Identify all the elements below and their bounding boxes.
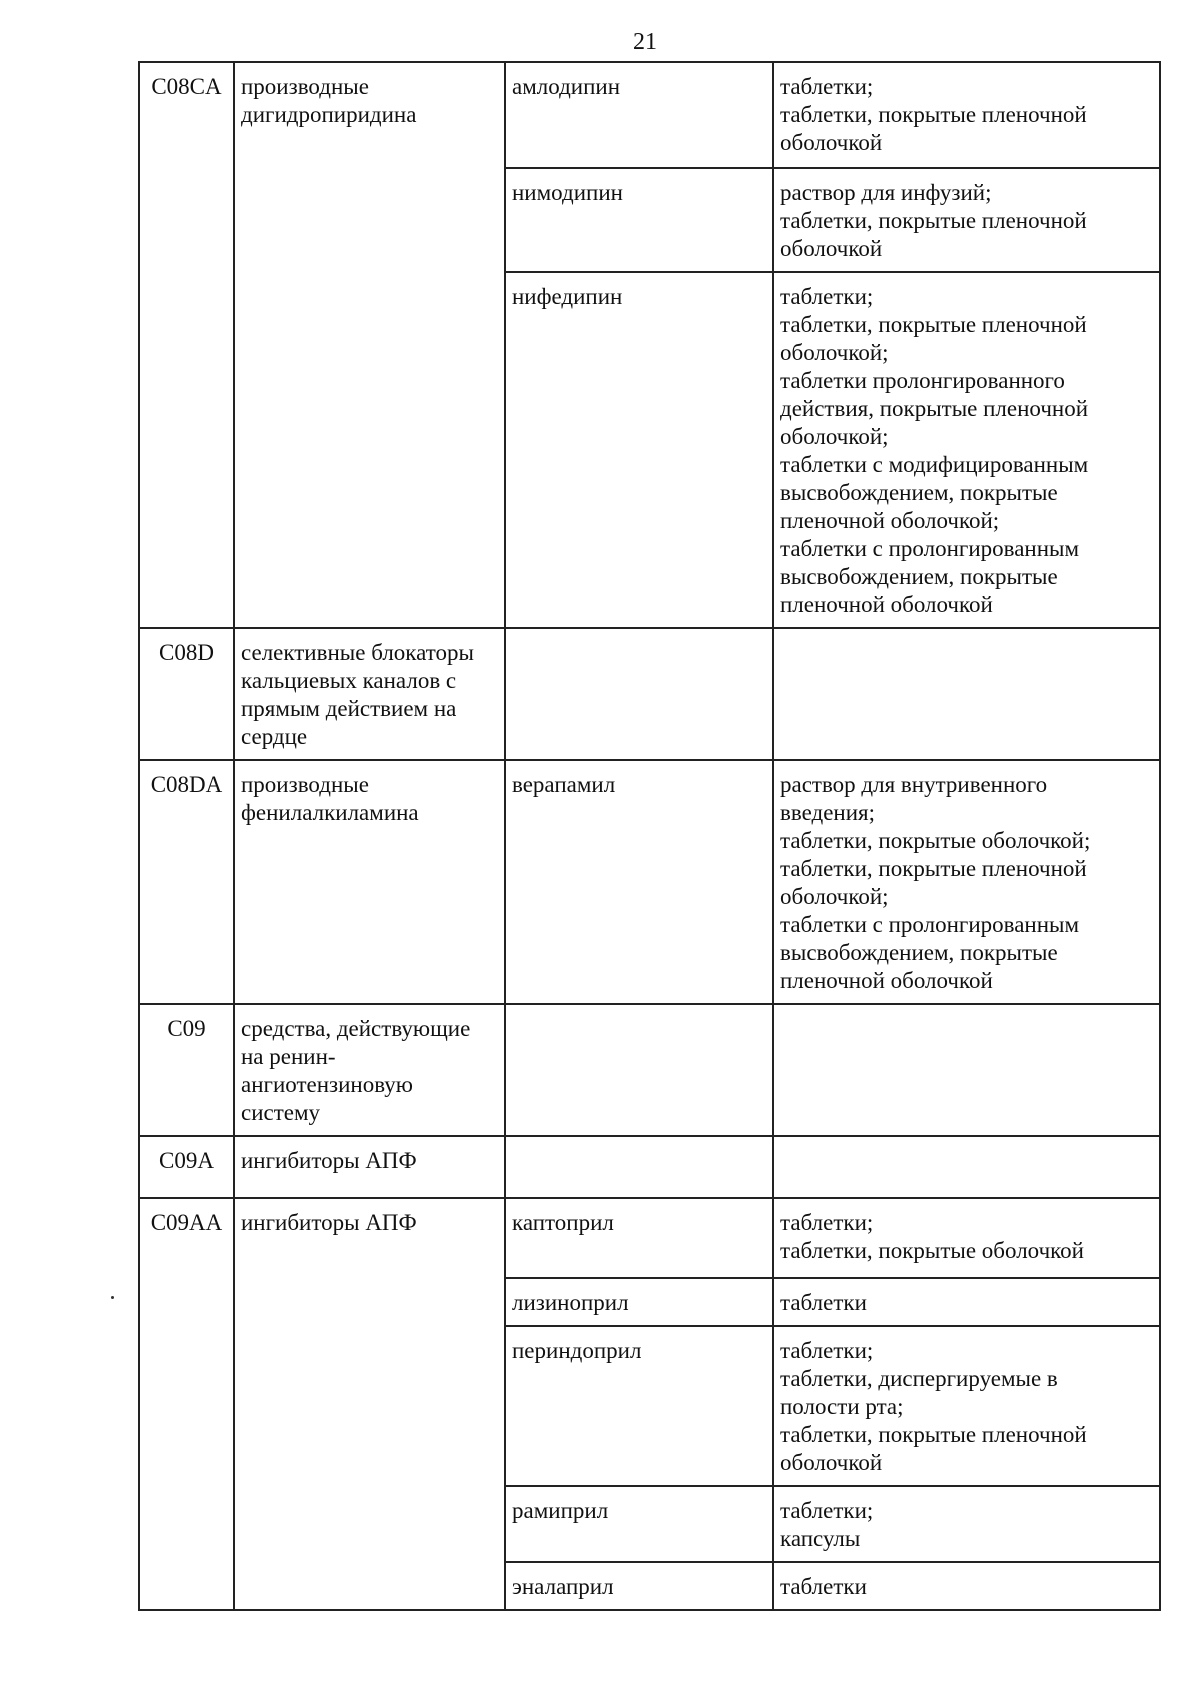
atc-code-cell: C08D [139,628,234,760]
drug-name-cell: нимодипин [505,168,773,272]
text-line: высвобождением, покрытые [780,940,1058,965]
text-line: действия, покрытые пленочной [780,396,1089,421]
drug-name-cell [505,1136,773,1198]
text-line: таблетки пролонгированного [780,368,1065,393]
dosage-form-cell [773,168,1160,272]
drug-name-cell: амлодипин [505,62,773,168]
text-line: оболочкой [780,1450,883,1475]
drug-name-cell: верапамил [505,760,773,1004]
drug-name-cell: каптоприл [505,1198,773,1278]
dosage-form-cell [773,1198,1160,1278]
scan-mark [111,1296,114,1299]
text-line: раствор для инфузий; [780,180,992,205]
text-line: производные [241,74,369,99]
text-line: таблетки, покрытые пленочной [780,1422,1087,1447]
text-line: таблетки [780,1574,867,1599]
table-row [139,628,1160,760]
atc-code-cell: C08DA [139,760,234,1004]
drug-name-cell: эналаприл [505,1562,773,1610]
text-line: таблетки; [780,1210,874,1235]
text-line: таблетки с модифицированным [780,452,1089,477]
group-name-cell [234,62,505,628]
text-line: высвобождением, покрытые [780,480,1058,505]
group-name-cell [234,760,505,1004]
text-line: селективные блокаторы [241,640,474,665]
text-line: оболочкой; [780,340,889,365]
table-row [139,760,1160,1004]
text-line: пленочной оболочкой [780,592,993,617]
text-line: оболочкой [780,236,883,261]
text-line: пленочной оболочкой; [780,508,1000,533]
atc-code-cell: C08CA [139,62,234,628]
text-line: таблетки [780,1290,867,1315]
text-line: таблетки, покрытые пленочной [780,102,1087,127]
text-line: таблетки; [780,1338,874,1363]
text-line: пленочной оболочкой [780,968,993,993]
drug-name-cell [505,628,773,760]
table-row [139,1004,1160,1136]
text-line: введения; [780,800,875,825]
text-line: фенилалкиламина [241,800,419,825]
dosage-form-cell [773,1326,1160,1486]
text-line: дигидропиридина [241,102,417,127]
text-line: средства, действующие [241,1016,471,1041]
text-line: полости рта; [780,1394,904,1419]
atc-code-cell: C09 [139,1004,234,1136]
dosage-form-cell [773,1562,1160,1610]
text-line: таблетки с пролонгированным [780,536,1080,561]
text-line: оболочкой; [780,884,889,909]
group-name-cell [234,1136,505,1198]
page-number: 21 [633,29,657,55]
drug-name-cell: лизиноприл [505,1278,773,1326]
text-line: оболочкой; [780,424,889,449]
text-line: таблетки; [780,74,874,99]
text-line: таблетки; [780,1498,874,1523]
text-line: ангиотензиновую [241,1072,413,1097]
text-line: таблетки, покрытые пленочной [780,312,1087,337]
text-line: раствор для внутривенного [780,772,1048,797]
text-line: таблетки, покрытые оболочкой; [780,828,1091,853]
text-line: таблетки, покрытые пленочной [780,208,1087,233]
group-name-cell [234,1004,505,1136]
text-line: систему [241,1100,321,1125]
text-line: таблетки с пролонгированным [780,912,1080,937]
dosage-form-cell [773,1278,1160,1326]
drug-name-cell: рамиприл [505,1486,773,1562]
drug-table [138,61,1161,1611]
dosage-form-cell [773,1486,1160,1562]
text-line: сердце [241,724,308,749]
table-row [139,1198,1160,1278]
dosage-form-cell [773,62,1160,168]
text-line: таблетки; [780,284,874,309]
dosage-form-cell [773,760,1160,1004]
drug-table-body [139,62,1160,1610]
atc-code-cell: C09A [139,1136,234,1198]
text-line: ингибиторы АПФ [241,1210,417,1235]
text-line: капсулы [780,1526,861,1551]
group-name-cell [234,628,505,760]
text-line: таблетки, диспергируемые в [780,1366,1058,1391]
text-line: оболочкой [780,130,883,155]
drug-name-cell [505,1004,773,1136]
dosage-form-cell [773,1136,1160,1198]
text-line: на ренин- [241,1044,336,1069]
text-line: производные [241,772,369,797]
text-line: ингибиторы АПФ [241,1148,417,1173]
table-row [139,62,1160,168]
text-line: таблетки, покрытые оболочкой [780,1238,1084,1263]
atc-code-cell: C09AA [139,1198,234,1610]
dosage-form-cell [773,1004,1160,1136]
drug-name-cell: периндоприл [505,1326,773,1486]
dosage-form-cell [773,628,1160,760]
drug-table-container [138,61,1161,1611]
text-line: прямым действием на [241,696,457,721]
dosage-form-cell [773,272,1160,628]
drug-name-cell: нифедипин [505,272,773,628]
table-row [139,1136,1160,1198]
text-line: таблетки, покрытые пленочной [780,856,1087,881]
group-name-cell [234,1198,505,1610]
text-line: высвобождением, покрытые [780,564,1058,589]
text-line: кальциевых каналов с [241,668,457,693]
